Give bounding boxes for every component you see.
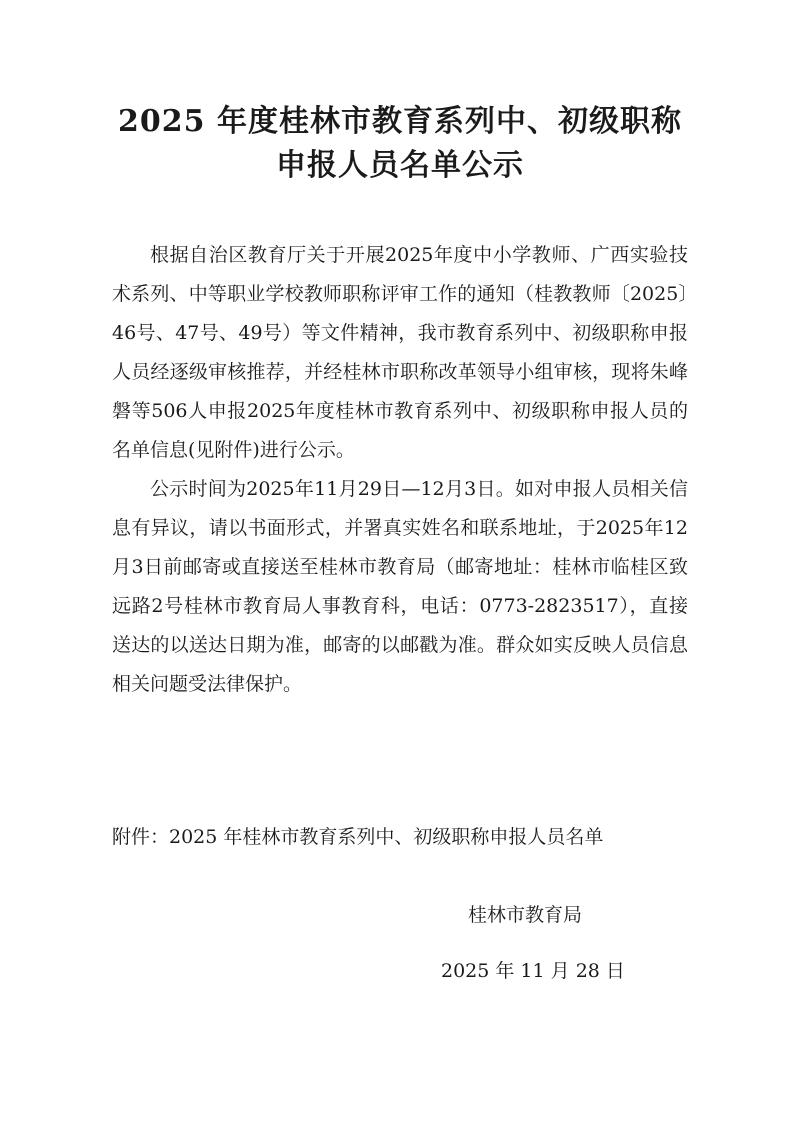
attachment-line: 附件：2025 年桂林市教育系列中、初级职称申报人员名单 <box>112 826 604 848</box>
paragraph-publicity-period: 公示时间为2025年11月29日—12月3日。如对申报人员相关信息有异议，请以书面形式，并署真实姓名和联系地址，于2025年12月3日前邮寄或直接送至桂林市教育局（邮寄地址：桂林市临桂区致远路2号桂林市教育局人事教育科，电话：0773-2823517），直接送达的以送达日期为准，邮寄的以邮戳为准。群众如实反映人员信息相关问题受法律保护。 <box>112 478 688 695</box>
issuer-signature: 桂林市教育局 <box>468 904 583 926</box>
issue-date: 2025 年 11 月 28 日 <box>441 960 625 982</box>
title-line-2: 申报人员名单公示 <box>276 148 524 183</box>
document-title <box>0 100 800 188</box>
paragraph-basis: 根据自治区教育厅关于开展2025年度中小学教师、广西实验技术系列、中等职业学校教师职称评审工作的通知（桂教教师〔2025〕46号、47号、49号）等文件精神，我市教育系列中、初级职称申报人员经逐级审核推荐，并经桂林市职称改革领导小组审核，现将朱峰磐等506人申报2025年度桂林市教育系列中、初级职称申报人员的名单信息(见附件)进行公示。 <box>112 244 688 461</box>
document-body <box>112 236 688 704</box>
title-line-1: 2025 年度桂林市教育系列中、初级职称 <box>118 104 682 139</box>
